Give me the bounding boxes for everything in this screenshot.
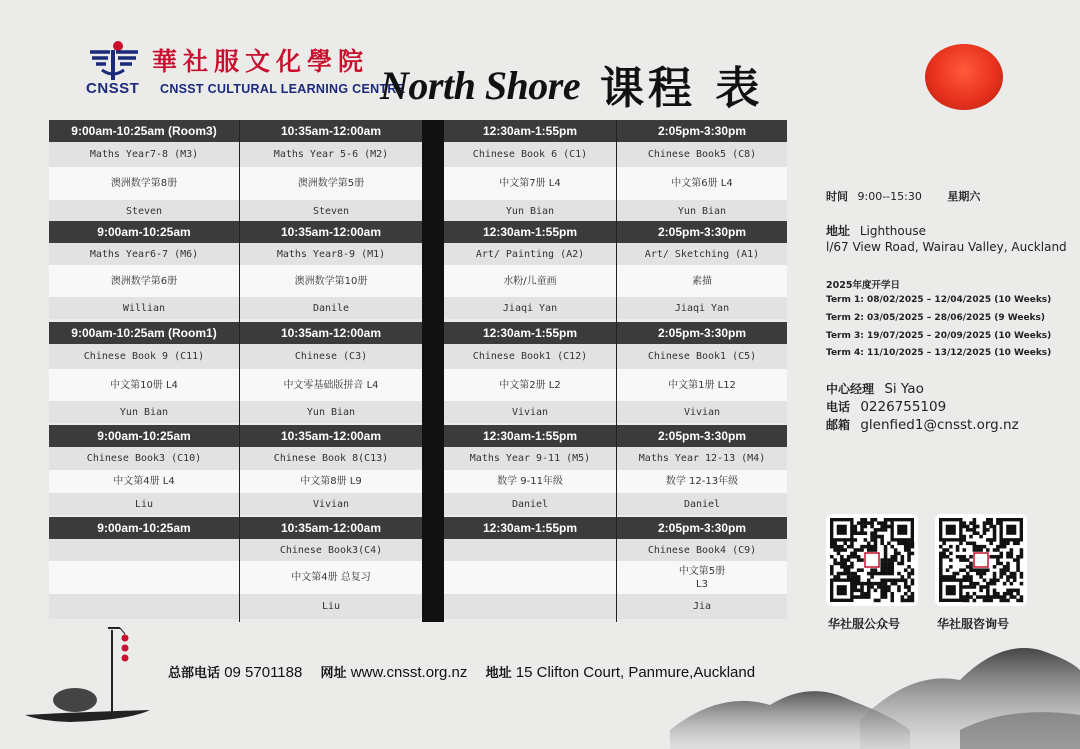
manager-label: 中心经理	[826, 382, 875, 396]
class-name-cell: Chinese Book5 (C8)	[617, 142, 787, 167]
cnsst-logo-icon	[88, 40, 140, 84]
class-teacher-cell: Yun Bian	[617, 200, 787, 222]
class-teacher-cell: Yun Bian	[240, 401, 422, 423]
time-slot-header: 12:30am-1:55pm	[444, 322, 616, 344]
time-slot-header: 10:35am-12:00am	[240, 221, 422, 243]
class-teacher-cell: Yun Bian	[49, 401, 239, 423]
website-link[interactable]: www.cnsst.org.nz	[350, 664, 468, 681]
day-label: 星期六	[947, 190, 981, 203]
class-book-cell: 澳洲数学第5册	[240, 167, 422, 200]
class-name-cell	[444, 539, 616, 561]
qr-code-public-icon[interactable]	[826, 514, 918, 606]
column-separator	[239, 120, 240, 622]
ink-boat-decoration	[20, 620, 170, 740]
term-1: Term 1: 08/02/2025 – 12/04/2025 (10 Weeks)	[826, 295, 1052, 305]
qr-caption-public: 华社服公众号	[828, 617, 901, 631]
timetable-divider-bar	[422, 120, 444, 622]
class-book-cell: 中文第5册 L3	[617, 561, 787, 594]
class-book-cell: 数学 9-11年级	[444, 470, 616, 493]
class-book-cell: 澳洲数学第6册	[49, 265, 239, 297]
class-teacher-cell: Danile	[240, 297, 422, 319]
term-4: Term 4: 11/10/2025 – 13/12/2025 (10 Weeks)	[826, 348, 1052, 358]
class-book-cell: 中文第10册 L4	[49, 369, 239, 401]
class-book-cell	[444, 561, 616, 594]
class-book-cell	[49, 561, 239, 594]
page-title-chinese: 课程 表	[600, 63, 764, 114]
class-teacher-cell: Vivian	[617, 401, 787, 423]
page-title-english: North Shore	[380, 63, 581, 108]
time-label: 时间	[826, 190, 848, 203]
class-teacher-cell	[49, 594, 239, 619]
schedule-time	[826, 188, 980, 204]
class-book-cell: 中文第4册 L4	[49, 470, 239, 493]
address-line2: l/67 View Road, Wairau Valley, Auckland	[826, 240, 1067, 254]
class-name-cell: Maths Year 9-11 (M5)	[444, 447, 616, 470]
class-teacher-cell	[444, 594, 616, 619]
class-name-cell: Chinese (C3)	[240, 344, 422, 369]
class-name-cell: Maths Year 12-13 (M4)	[617, 447, 787, 470]
red-sun-decoration	[925, 44, 1003, 110]
time-slot-header: 9:00am-10:25am	[49, 221, 239, 243]
class-name-cell: Chinese Book 9 (C11)	[49, 344, 239, 369]
hq-address-label: 地址	[485, 666, 512, 681]
phone-label: 电话	[826, 400, 851, 414]
class-book-cell: 中文第2册 L2	[444, 369, 616, 401]
class-teacher-cell: Jiaqi Yan	[617, 297, 787, 319]
terms-title: 2025年度开学日	[826, 280, 900, 291]
class-teacher-cell: Jia	[617, 594, 787, 619]
class-teacher-cell: Willian	[49, 297, 239, 319]
class-name-cell: Chinese Book4 (C9)	[617, 539, 787, 561]
email-label: 邮箱	[826, 418, 851, 432]
class-book-cell: 中文第8册 L9	[240, 470, 422, 493]
time-slot-header: 9:00am-10:25am (Room1)	[49, 322, 239, 344]
website-label: 网址	[320, 666, 347, 681]
class-teacher-cell: Jiaqi Yan	[444, 297, 616, 319]
time-slot-header: 12:30am-1:55pm	[444, 517, 616, 539]
class-book-cell: 中文第4册 总复习	[240, 561, 422, 594]
time-slot-header: 2:05pm-3:30pm	[617, 221, 787, 243]
hq-phone-label: 总部电话	[168, 666, 221, 681]
class-name-cell: Art/ Sketching (A1)	[617, 243, 787, 265]
time-slot-header: 12:30am-1:55pm	[444, 221, 616, 243]
class-teacher-cell: Daniel	[444, 493, 616, 515]
address-block	[826, 222, 926, 239]
class-teacher-cell: Vivian	[240, 493, 422, 515]
class-book-cell: 素描	[617, 265, 787, 297]
class-name-cell: Maths Year7-8 (M3)	[49, 142, 239, 167]
class-book-cell: 水粉/儿童画	[444, 265, 616, 297]
class-name-cell: Art/ Painting (A2)	[444, 243, 616, 265]
time-slot-header: 2:05pm-3:30pm	[617, 517, 787, 539]
class-book-cell: 澳洲数学第10册	[240, 265, 422, 297]
org-name-chinese: 華社服文化學院	[152, 47, 370, 76]
class-teacher-cell: Liu	[49, 493, 239, 515]
class-name-cell	[49, 539, 239, 561]
class-teacher-cell: Steven	[49, 200, 239, 222]
class-name-cell: Maths Year 5-6 (M2)	[240, 142, 422, 167]
time-value: 9:00--15:30	[857, 190, 922, 203]
term-3: Term 3: 19/07/2025 – 20/09/2025 (10 Weeks)	[826, 331, 1052, 341]
time-slot-header: 10:35am-12:00am	[240, 120, 422, 142]
qr-code-consult-icon[interactable]	[935, 514, 1027, 606]
time-slot-header: 2:05pm-3:30pm	[617, 120, 787, 142]
class-teacher-cell: Steven	[240, 200, 422, 222]
footer-contact	[168, 662, 755, 681]
time-slot-header: 2:05pm-3:30pm	[617, 425, 787, 447]
org-name-english: CNSST CULTURAL LEARNING CENTRE	[160, 82, 406, 96]
column-separator	[616, 120, 617, 622]
class-name-cell: Chinese Book3(C4)	[240, 539, 422, 561]
term-2: Term 2: 03/05/2025 – 28/06/2025 (9 Weeks)	[826, 313, 1046, 323]
class-name-cell: Chinese Book1 (C5)	[617, 344, 787, 369]
phone-line	[826, 398, 946, 415]
class-book-cell: 中文零基础版拼音 L4	[240, 369, 422, 401]
timetable	[49, 120, 787, 622]
class-name-cell: Maths Year8-9 (M1)	[240, 243, 422, 265]
class-name-cell: Maths Year6-7 (M6)	[49, 243, 239, 265]
qr-caption-consult: 华社服咨询号	[937, 617, 1010, 631]
class-teacher-cell: Yun Bian	[444, 200, 616, 222]
time-slot-header: 10:35am-12:00am	[240, 517, 422, 539]
class-book-cell: 澳洲数学第8册	[49, 167, 239, 200]
class-book-cell: 中文第1册 L12	[617, 369, 787, 401]
class-teacher-cell: Daniel	[617, 493, 787, 515]
logo-text: CNSST	[86, 80, 140, 97]
time-slot-header: 12:30am-1:55pm	[444, 120, 616, 142]
class-book-cell: 数学 12-13年级	[617, 470, 787, 493]
time-slot-header: 9:00am-10:25am	[49, 517, 239, 539]
class-book-cell: 中文第7册 L4	[444, 167, 616, 200]
time-slot-header: 9:00am-10:25am	[49, 425, 239, 447]
class-teacher-cell: Liu	[240, 594, 422, 619]
hq-address: 15 Clifton Court, Panmure,Auckland	[515, 664, 756, 681]
time-slot-header: 12:30am-1:55pm	[444, 425, 616, 447]
manager-line	[826, 380, 924, 397]
time-slot-header: 10:35am-12:00am	[240, 425, 422, 447]
address-label: 地址	[826, 224, 851, 238]
email-line	[826, 416, 1019, 433]
address-line1: Lighthouse	[859, 224, 926, 238]
hq-phone: 09 5701188	[224, 664, 303, 681]
class-name-cell: Chinese Book1 (C12)	[444, 344, 616, 369]
class-name-cell: Chinese Book3 (C10)	[49, 447, 239, 470]
class-teacher-cell: Vivian	[444, 401, 616, 423]
class-name-cell: Chinese Book 6 (C1)	[444, 142, 616, 167]
time-slot-header: 9:00am-10:25am (Room3)	[49, 120, 239, 142]
email-address: glenfied1@cnsst.org.nz	[860, 417, 1019, 433]
class-name-cell: Chinese Book 8(C13)	[240, 447, 422, 470]
time-slot-header: 2:05pm-3:30pm	[617, 322, 787, 344]
phone-number: 0226755109	[860, 399, 947, 415]
ink-mountains-decoration	[660, 620, 1080, 749]
class-book-cell: 中文第6册 L4	[617, 167, 787, 200]
manager-name: Si Yao	[884, 381, 924, 397]
time-slot-header: 10:35am-12:00am	[240, 322, 422, 344]
